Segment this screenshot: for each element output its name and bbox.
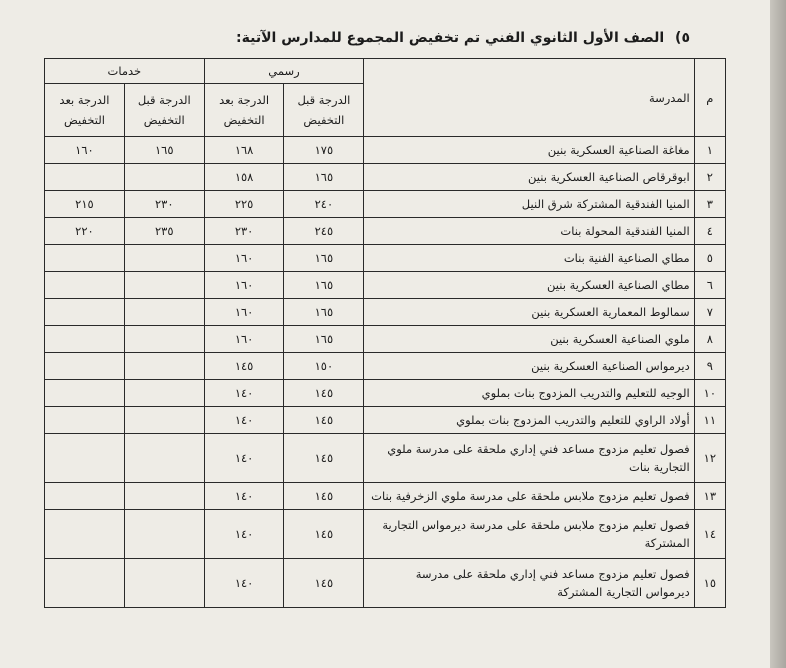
row-school: فصول تعليم مزدوج ملابس ملحقة على مدرسة ديرمواس التجارية المشتركة	[364, 510, 694, 559]
table-row	[45, 137, 726, 164]
row-official-before: ١٦٥	[284, 164, 364, 191]
row-official-before: ١٤٥	[284, 407, 364, 434]
row-services-before	[124, 434, 204, 483]
row-official-after: ١٤٠	[204, 434, 284, 483]
row-official-after: ١٤٥	[204, 353, 284, 380]
row-official-before: ١٦٥	[284, 326, 364, 353]
table-body	[45, 137, 726, 608]
table-row	[45, 434, 726, 483]
table-row	[45, 407, 726, 434]
row-services-before	[124, 299, 204, 326]
row-index: ١٥	[694, 559, 725, 608]
row-index: ٣	[694, 191, 725, 218]
row-index: ٢	[694, 164, 725, 191]
row-services-before	[124, 245, 204, 272]
row-services-before	[124, 483, 204, 510]
row-official-after: ١٤٠	[204, 483, 284, 510]
col-school-header: المدرسة	[364, 59, 694, 137]
services-before-header: الدرجة قبل التخفيض	[124, 84, 204, 137]
table-row	[45, 353, 726, 380]
row-official-after: ١٤٠	[204, 510, 284, 559]
row-official-before: ٢٤٥	[284, 218, 364, 245]
table-row	[45, 191, 726, 218]
row-official-before: ١٦٥	[284, 299, 364, 326]
row-school: مطاي الصناعية الفنية بنات	[364, 245, 694, 272]
row-school: فصول تعليم مزدوج مساعد فني إداري ملحقة على مدرسة ديرمواس التجارية المشتركة	[364, 559, 694, 608]
row-services-before	[124, 510, 204, 559]
group-official-header: رسمي	[204, 59, 364, 84]
row-services-after: ٢١٥	[45, 191, 125, 218]
col-index-header: م	[694, 59, 725, 137]
row-services-before: ٢٣٠	[124, 191, 204, 218]
row-services-before	[124, 272, 204, 299]
row-official-after: ١٦٠	[204, 326, 284, 353]
row-services-before	[124, 380, 204, 407]
row-official-after: ١٤٠	[204, 380, 284, 407]
row-services-before	[124, 353, 204, 380]
row-school: الوجيه للتعليم والتدريب المزدوج بنات بملوي	[364, 380, 694, 407]
row-services-after: ١٦٠	[45, 137, 125, 164]
row-services-after	[45, 164, 125, 191]
row-index: ١	[694, 137, 725, 164]
row-services-before	[124, 559, 204, 608]
row-index: ٨	[694, 326, 725, 353]
row-school: ابوقرقاص الصناعية العسكرية بنين	[364, 164, 694, 191]
row-official-before: ٢٤٠	[284, 191, 364, 218]
row-services-after	[45, 559, 125, 608]
row-services-after	[45, 272, 125, 299]
row-official-before: ١٤٥	[284, 434, 364, 483]
row-index: ١٣	[694, 483, 725, 510]
row-official-before: ١٤٥	[284, 483, 364, 510]
table-row	[45, 326, 726, 353]
row-school: سمالوط المعمارية العسكرية بنين	[364, 299, 694, 326]
row-school: المنيا الفندقية المحولة بنات	[364, 218, 694, 245]
row-school: أولاد الراوي للتعليم والتدريب المزدوج بنات بملوي	[364, 407, 694, 434]
row-official-after: ١٤٠	[204, 559, 284, 608]
table-row	[45, 299, 726, 326]
row-official-after: ١٦٠	[204, 299, 284, 326]
row-services-after	[45, 434, 125, 483]
row-official-before: ١٧٥	[284, 137, 364, 164]
row-index: ١١	[694, 407, 725, 434]
row-official-after: ١٤٠	[204, 407, 284, 434]
row-index: ٩	[694, 353, 725, 380]
row-official-after: ١٦٠	[204, 272, 284, 299]
row-official-after: ١٦٨	[204, 137, 284, 164]
row-school: فصول تعليم مزدوج ملابس ملحقة على مدرسة ملوي الزخرفية بنات	[364, 483, 694, 510]
section-title: الصف الأول الثانوي الفني تم تخفيض المجموع للمدارس الآتية:	[236, 30, 665, 46]
row-school: مغاغة الصناعية العسكرية بنين	[364, 137, 694, 164]
table-row	[45, 559, 726, 608]
table-row	[45, 380, 726, 407]
official-before-header: الدرجة قبل التخفيض	[284, 84, 364, 137]
row-official-before: ١٦٥	[284, 272, 364, 299]
row-services-after	[45, 483, 125, 510]
table-row	[45, 218, 726, 245]
row-index: ٧	[694, 299, 725, 326]
row-index: ١٤	[694, 510, 725, 559]
row-services-before: ٢٣٥	[124, 218, 204, 245]
services-after-header: الدرجة بعد التخفيض	[45, 84, 125, 137]
row-official-before: ١٤٥	[284, 380, 364, 407]
official-after-header: الدرجة بعد التخفيض	[204, 84, 284, 137]
group-services-header: خدمات	[45, 59, 205, 84]
row-services-after	[45, 326, 125, 353]
row-services-before	[124, 164, 204, 191]
row-index: ٥	[694, 245, 725, 272]
row-official-before: ١٤٥	[284, 559, 364, 608]
row-school: مطاي الصناعية العسكرية بنين	[364, 272, 694, 299]
row-index: ٦	[694, 272, 725, 299]
row-school: فصول تعليم مزدوج مساعد فني إداري ملحقة على مدرسة ملوي التجارية بنات	[364, 434, 694, 483]
row-school: المنيا الفندقية المشتركة شرق النيل	[364, 191, 694, 218]
row-services-after	[45, 380, 125, 407]
row-official-before: ١٤٥	[284, 510, 364, 559]
row-index: ١٢	[694, 434, 725, 483]
row-services-after	[45, 407, 125, 434]
row-official-before: ١٦٥	[284, 245, 364, 272]
row-services-after	[45, 353, 125, 380]
row-services-after	[45, 510, 125, 559]
row-services-before	[124, 407, 204, 434]
table-row	[45, 510, 726, 559]
row-official-after: ٢٢٥	[204, 191, 284, 218]
row-index: ٤	[694, 218, 725, 245]
row-school: ديرمواس الصناعية العسكرية بنين	[364, 353, 694, 380]
row-services-before: ١٦٥	[124, 137, 204, 164]
table-row	[45, 272, 726, 299]
row-services-after	[45, 245, 125, 272]
row-school: ملوي الصناعية العسكرية بنين	[364, 326, 694, 353]
row-index: ١٠	[694, 380, 725, 407]
table-row	[45, 483, 726, 510]
section-heading	[236, 30, 690, 46]
row-services-before	[124, 326, 204, 353]
row-services-after	[45, 299, 125, 326]
row-official-before: ١٥٠	[284, 353, 364, 380]
row-official-after: ١٥٨	[204, 164, 284, 191]
row-official-after: ١٦٠	[204, 245, 284, 272]
row-official-after: ٢٣٠	[204, 218, 284, 245]
section-number: ٥)	[675, 30, 690, 46]
page-edge	[770, 0, 786, 668]
table-row	[45, 164, 726, 191]
table-row	[45, 245, 726, 272]
row-services-after: ٢٢٠	[45, 218, 125, 245]
reduction-table	[44, 58, 726, 608]
